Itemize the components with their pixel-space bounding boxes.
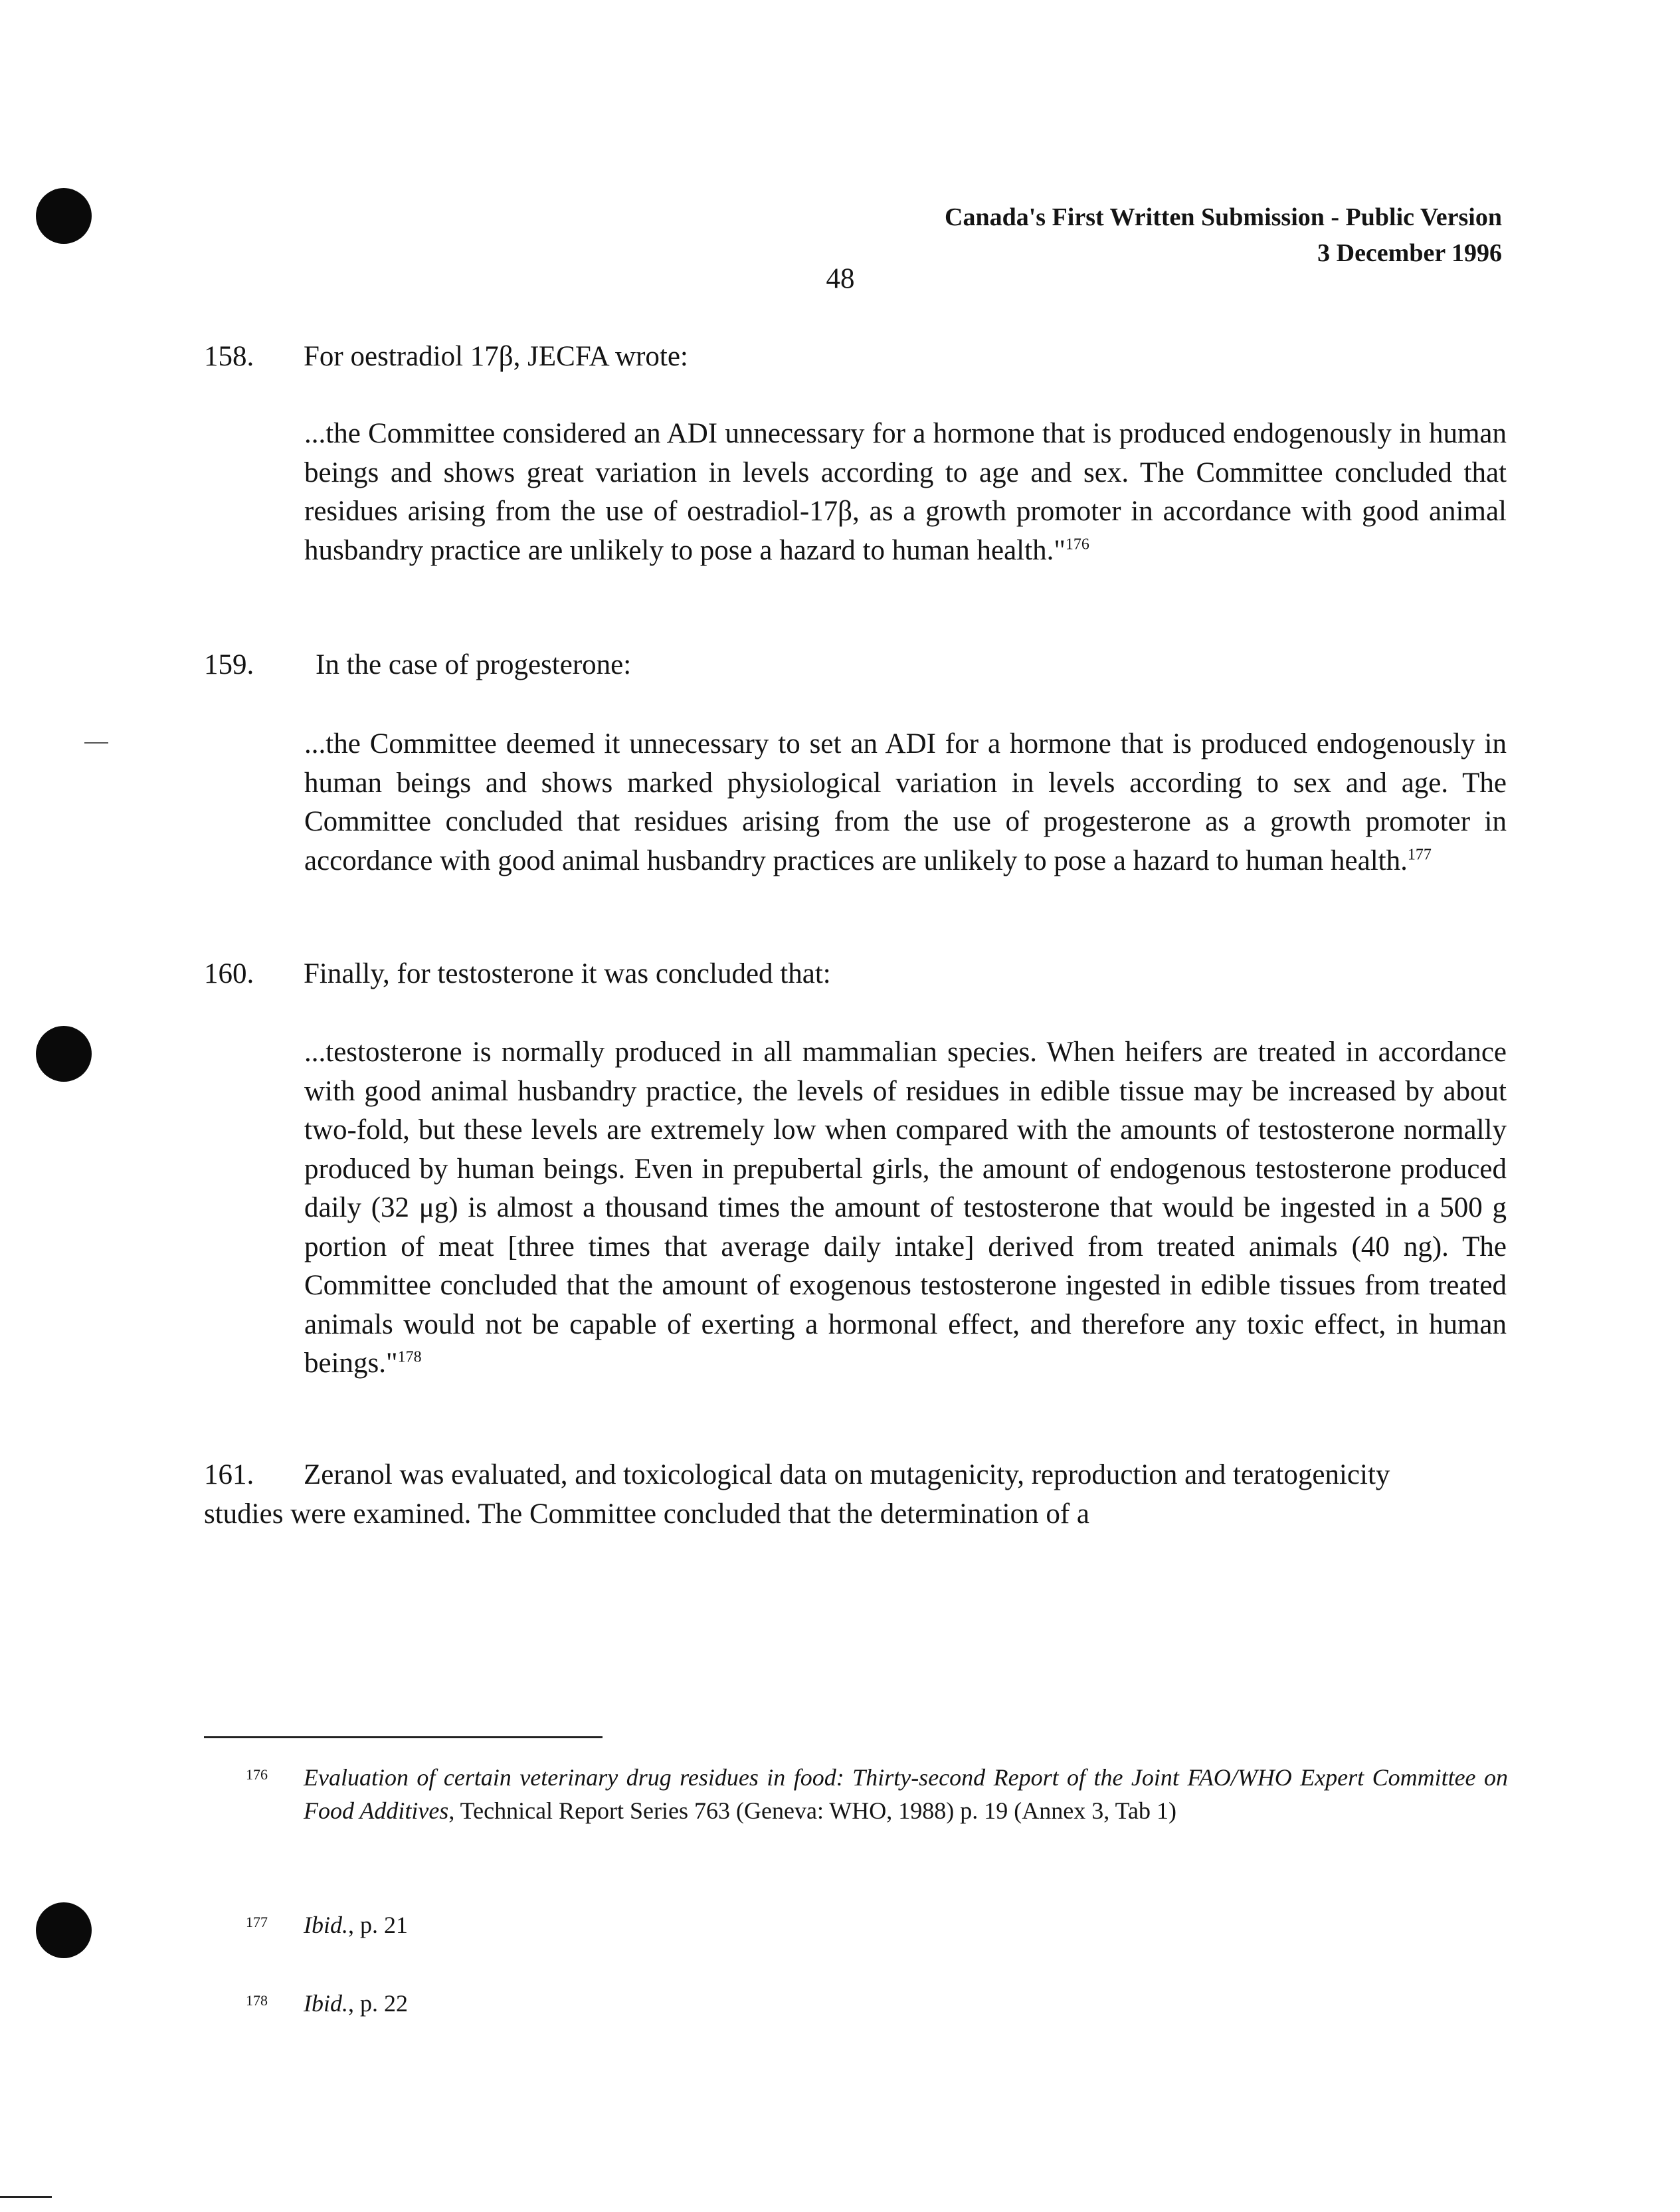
paragraph-number: 159. [204,649,254,680]
paragraph-lead: For oestradiol 17β, JECFA wrote: [304,341,688,372]
paragraph-number: 160. [204,958,254,989]
paragraph-lead: In the case of progesterone: [316,649,632,680]
footnote-ref-176[interactable]: 176 [1065,536,1089,553]
paragraph-159 [204,646,631,684]
quote-160 [304,1033,1507,1383]
footnote-ref-178[interactable]: 178 [397,1348,422,1366]
footnote-176 [246,1761,1508,1827]
paragraph-number: 158. [204,341,254,372]
footnote-mark: 177 [246,1914,268,1930]
quote-text: ...testosterone is normally produced in all mammalian species. When heifers are treated in accordance with good animal husbandry practice, the levels of residues in edible tissue may be increased by about two-fold, but these levels are extremely low when compared with the amounts of testosterone normally produced by human beings. Even in prepubertal girls, the amount of endogenous testosterone produced daily (32 μg) is almost a thousand times the amount of testosterone that would be ingested in a 500 g portion of meat [three times that average daily intake] derived from treated animals (40 ng). The Committee concluded that the amount of exogenous testosterone ingested in edible tissues from treated animals would not be capable of exerting a hormonal effect, and therefore any toxic effect, in human beings." [304,1037,1507,1379]
footnote-title: Evaluation of certain veterinary drug residues in food: Thirty-second Report of the Joint FAO/WHO Expert Committee on Food Additives [304,1764,1508,1824]
document-header [945,199,1502,271]
punch-hole-bottom [36,1902,92,1958]
footnote-title: Ibid. [304,1990,348,2017]
punch-hole-middle [36,1026,92,1082]
punch-hole-top [36,188,92,244]
footnote-title: Ibid. [304,1912,348,1938]
paragraph-lead: Finally, for testosterone it was concluded that: [304,958,831,989]
quote-text: ...the Committee considered an ADI unnecessary for a hormone that is produced endogenously in human beings and shows great variation in levels according to age and sex. The Committee concluded that residues arising from the use of oestradiol-17β, as a growth promoter in accordance with good animal husbandry practice are unlikely to pose a hazard to human health." [304,418,1507,566]
footnote-178 [246,1987,1508,2020]
footnote-mark: 176 [246,1766,268,1783]
quote-text: ...the Committee deemed it unnecessary to set an ADI for a hormone that is produced endogenously in human beings and shows marked physiological variation in levels according to sex and age. The Committee concluded that residues arising from the use of progesterone as a growth promoter in accordance with good animal husbandry practices are unlikely to pose a hazard to human health. [304,728,1507,876]
paragraph-number: 161. [204,1459,254,1490]
paragraph-160 [204,955,831,993]
footnote-ref-177[interactable]: 177 [1407,846,1432,864]
footnote-text: , p. 21 [348,1912,408,1938]
footnote-separator [204,1736,603,1738]
quote-159 [304,725,1507,880]
footnote-177 [246,1908,1508,1942]
footnote-text: , Technical Report Series 763 (Geneva: WHO, 1988) p. 19 (Annex 3, Tab 1) [448,1797,1177,1824]
footnote-text: , p. 22 [348,1990,408,2017]
scan-mark [84,742,108,744]
paragraph-158 [204,338,688,376]
header-date: 3 December 1996 [1317,239,1502,267]
paragraph-161 [204,1456,1466,1534]
paragraph-text: Zeranol was evaluated, and toxicological data on mutagenicity, reproduction and teratogenicity studies were examined. The Committee concluded that the determination of a [204,1459,1390,1530]
header-title: Canada's First Written Submission - Public Version [945,203,1502,231]
quote-158 [304,415,1507,570]
scan-edge-mark [0,2196,52,2198]
footnote-mark: 178 [246,1992,268,2009]
page-number: 48 [826,263,855,294]
